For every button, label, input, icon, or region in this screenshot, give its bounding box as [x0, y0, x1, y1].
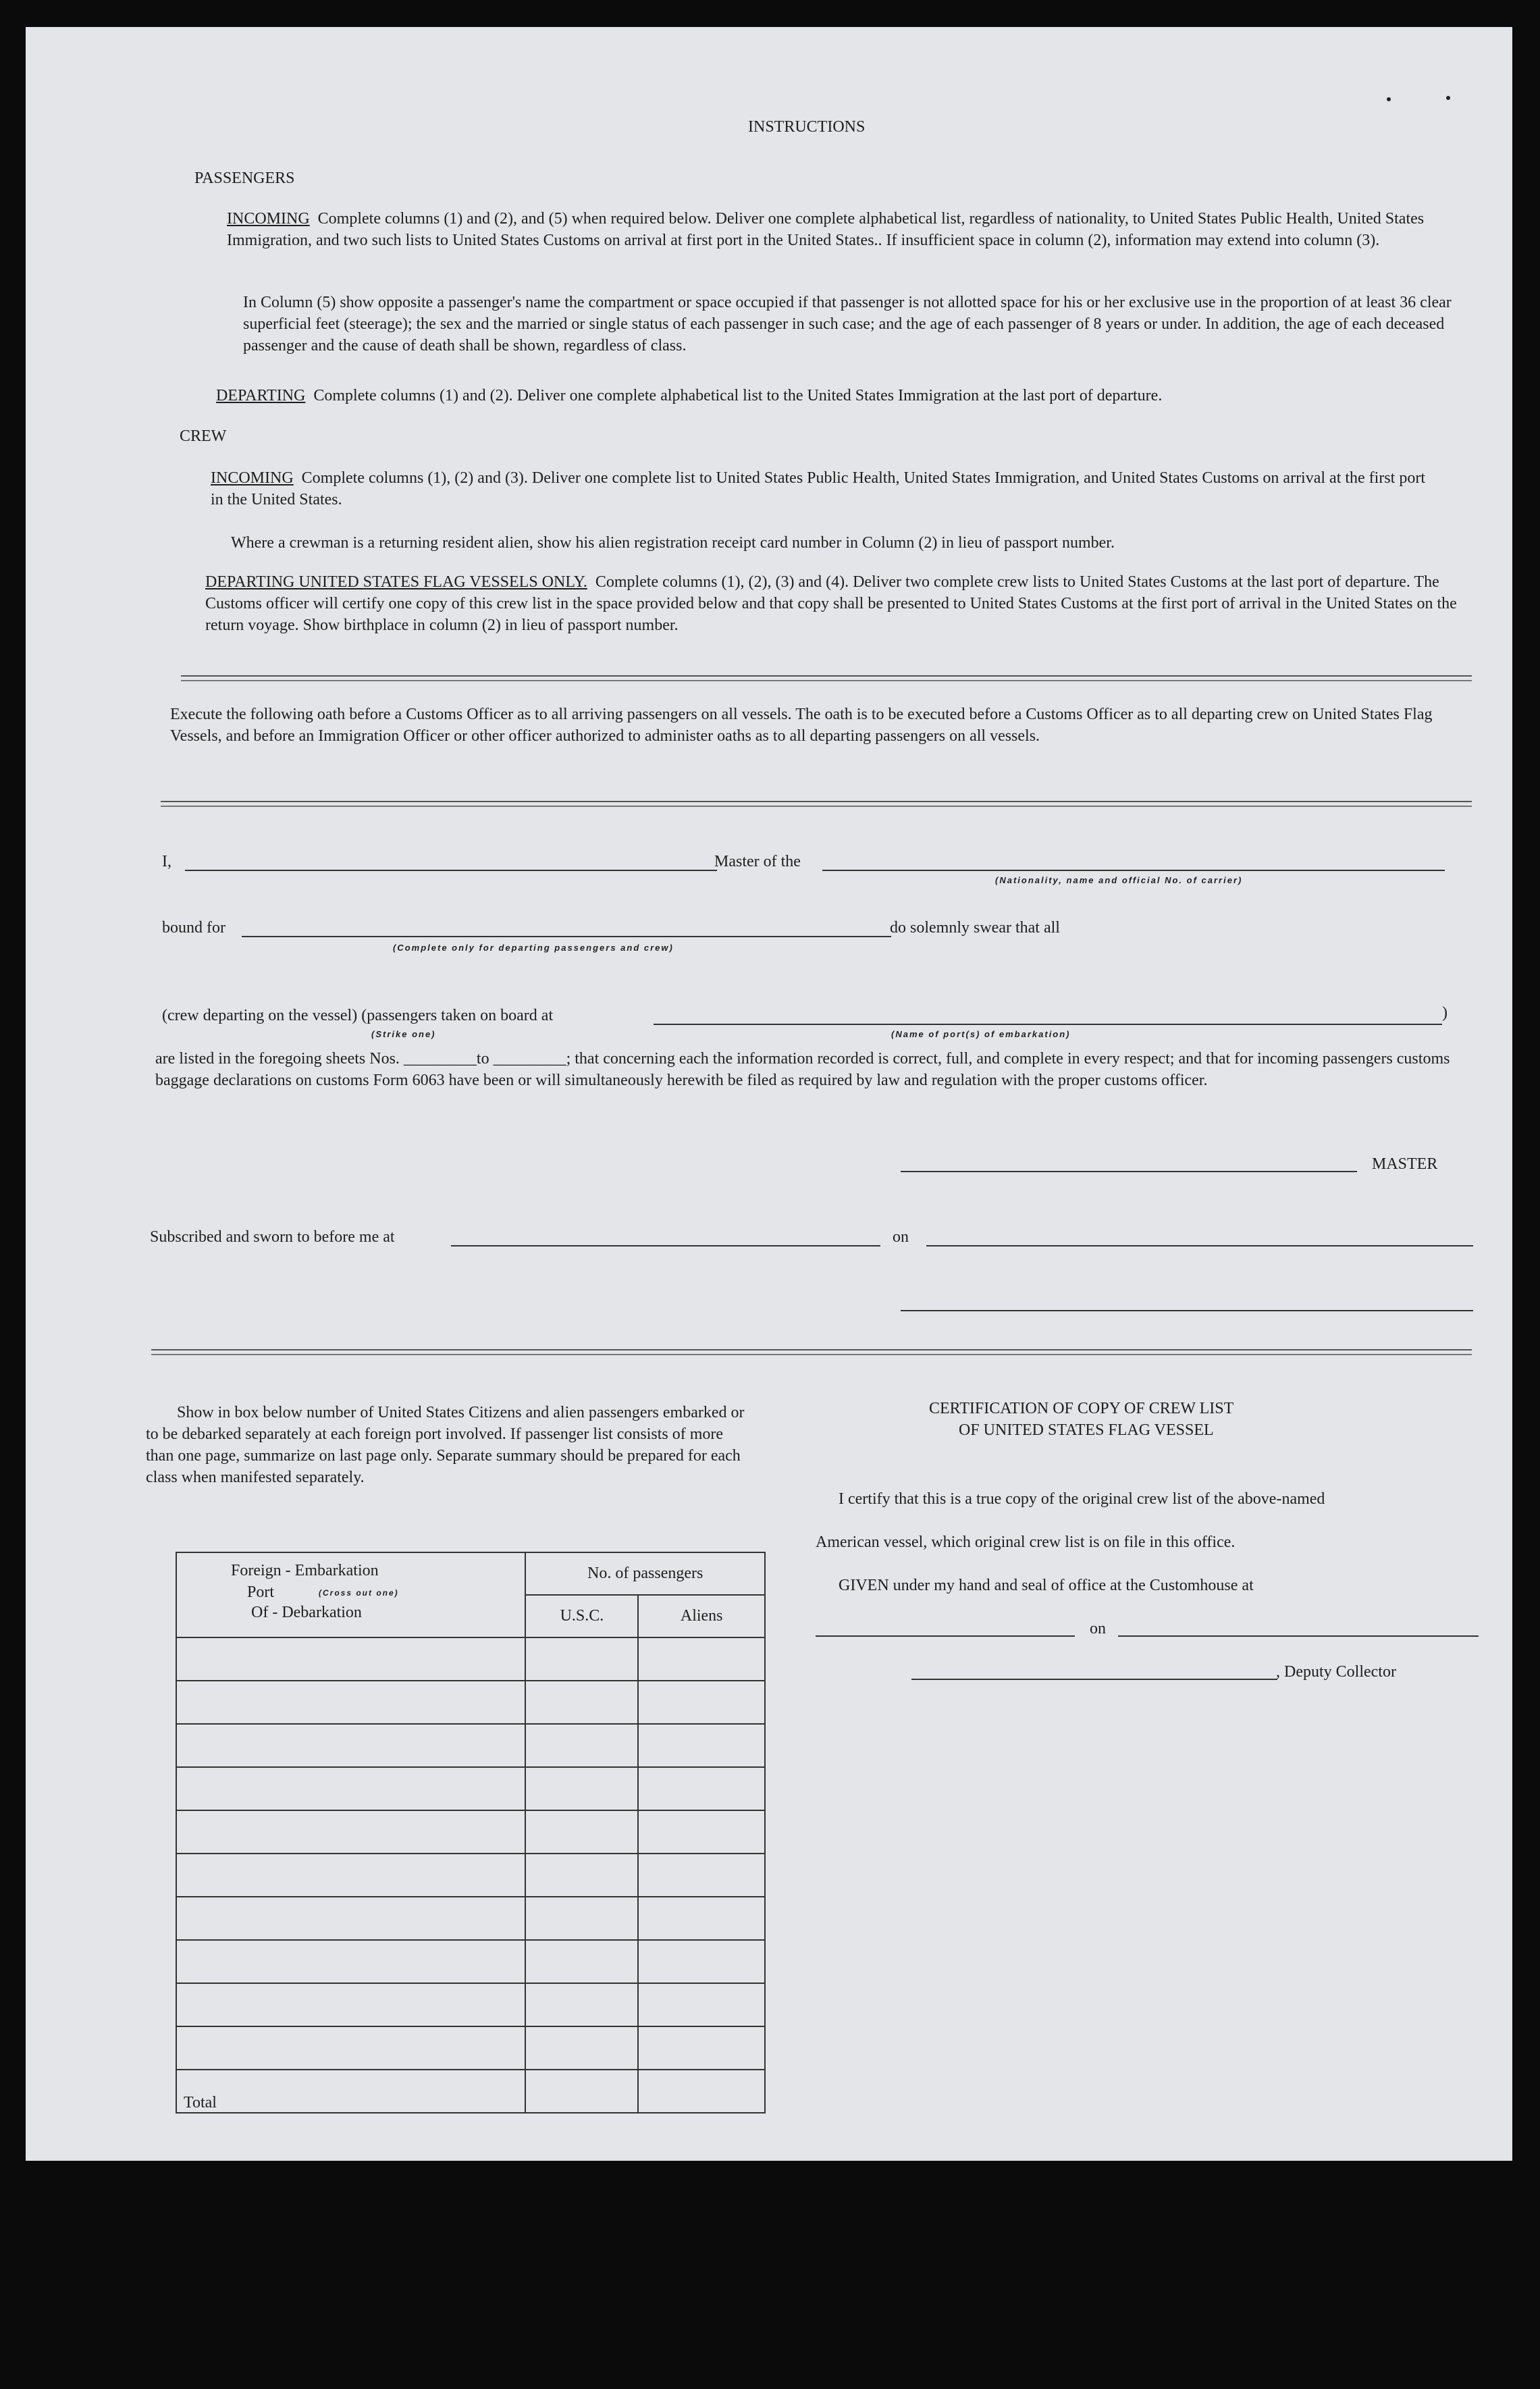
- close-paren: ): [1442, 1004, 1448, 1022]
- passengers-departing-text: Complete columns (1) and (2). Deliver one complete alphabetical list to the United States Immigration at the last port of departure.: [313, 387, 1163, 404]
- crew-departing-paragraph: [205, 571, 1462, 636]
- port-cell[interactable]: [176, 1724, 525, 1767]
- aliens-cell[interactable]: [638, 1983, 765, 2026]
- aliens-header: Aliens: [638, 1595, 765, 1637]
- port-header-line1: Foreign - Embarkation: [231, 1562, 379, 1579]
- oath-instruction: Execute the following oath before a Customs Officer as to all arriving passengers on all vessels. The oath is to be executed before a Customs Officer as to all departing crew on United States Flag Vessels, and before an Immigration Officer or other officer authorized to administer oaths as to all departing passengers on all vessels.: [170, 706, 1433, 745]
- passengers-departing-paragraph: [216, 385, 1499, 406]
- aliens-cell[interactable]: [638, 1940, 765, 1983]
- passengers-incoming-label: INCOMING: [227, 210, 310, 228]
- carrier-caption: (Nationality, name and official No. of carrier): [995, 875, 1243, 885]
- port-cell[interactable]: [176, 1810, 525, 1854]
- port-header-line2: Port: [247, 1583, 275, 1601]
- certify-line-1: I certify that this is a true copy of the original crew list of the above-named: [839, 1490, 1325, 1508]
- certify-line-2: American vessel, which original crew list is on file in this office.: [816, 1533, 1236, 1551]
- passengers-incoming-paragraph: [227, 208, 1503, 251]
- swear-label: do solemnly swear that all: [890, 919, 1060, 937]
- subscribed-on-label: on: [893, 1228, 909, 1246]
- summary-instruction: Show in box below number of United States Citizens and alien passengers embarked or to be debarked separately at each foreign port involved. If passenger list consists of more than one page, summarize on last page only. Separate summary should be prepared for each class when manifested separately.: [146, 1404, 745, 1486]
- port-caption: (Name of port(s) of embarkation): [891, 1029, 1071, 1039]
- crew-departing-label: DEPARTING UNITED STATES FLAG VESSELS ONLY.: [205, 573, 587, 591]
- port-header-cross: (Cross out one): [319, 1588, 399, 1598]
- oath-i-label: I,: [162, 853, 171, 870]
- crew-resident-paragraph: Where a crewman is a returning resident alien, show his alien registration receipt card number in Column (2) in lieu of passport number.: [231, 534, 1115, 552]
- total-label-cell: [176, 2070, 525, 2113]
- customhouse-field[interactable]: [816, 1635, 1075, 1637]
- passengers-incoming-text: Complete columns (1) and (2), and (5) when required below. Deliver one complete alphabetical list, regardless of nationality, to United States Public Health, United States Immigration, and two such lists to United States Customs on arrival at first port in the United States.. If insufficient space in column (2), information may extend into column (3).: [227, 210, 1425, 249]
- port-cell[interactable]: [176, 1940, 525, 1983]
- crew-heading: CREW: [180, 427, 227, 445]
- port-cell[interactable]: [176, 1983, 525, 2026]
- usc-cell[interactable]: [525, 1724, 638, 1767]
- cert-date-field[interactable]: [1118, 1635, 1479, 1637]
- crew-passengers-label: (crew departing on the vessel) (passengers taken on board at: [162, 1007, 554, 1024]
- crew-incoming-paragraph: [211, 467, 1426, 510]
- subscribed-date-field[interactable]: [926, 1245, 1473, 1246]
- usc-cell[interactable]: [525, 2026, 638, 2070]
- bound-for-label: bound for: [162, 919, 225, 937]
- port-cell[interactable]: [176, 1854, 525, 1897]
- passenger-summary-table: [176, 1552, 766, 2114]
- aliens-cell[interactable]: [638, 1767, 765, 1810]
- given-text: GIVEN under my hand and seal of office at the Customhouse at: [839, 1577, 1254, 1594]
- section-divider: [161, 801, 1472, 807]
- document-page: [26, 27, 1512, 2161]
- usc-cell[interactable]: [525, 1681, 638, 1724]
- crew-incoming-text: Complete columns (1), (2) and (3). Deliver one complete list to United States Public Health, United States Immigration, and United States Customs on arrival at the first port in the United States.: [211, 469, 1426, 508]
- port-cell[interactable]: [176, 1681, 525, 1724]
- usc-cell[interactable]: [525, 1897, 638, 1940]
- usc-cell[interactable]: [525, 1940, 638, 1983]
- subscribed-label: Subscribed and sworn to before me at: [150, 1228, 395, 1246]
- port-cell[interactable]: [176, 2026, 525, 2070]
- section-divider: [181, 675, 1472, 681]
- cert-on-label: on: [1090, 1620, 1106, 1637]
- master-label: MASTER: [1372, 1155, 1438, 1173]
- usc-total-cell[interactable]: [525, 2070, 638, 2113]
- aliens-cell[interactable]: [638, 1810, 765, 1854]
- port-column-header: [176, 1552, 525, 1637]
- port-cell[interactable]: [176, 1637, 525, 1681]
- passengers-heading: PASSENGERS: [194, 169, 295, 187]
- aliens-cell[interactable]: [638, 1897, 765, 1940]
- bound-for-field[interactable]: [242, 936, 891, 937]
- carrier-field[interactable]: [822, 870, 1445, 871]
- embarkation-port-field[interactable]: [654, 1024, 1442, 1025]
- officer-signature-field[interactable]: [901, 1310, 1473, 1311]
- passengers-departing-label: DEPARTING: [216, 387, 306, 404]
- total-label: Total: [184, 2094, 217, 2111]
- section-divider: [151, 1349, 1472, 1355]
- passengers-header: No. of passengers: [525, 1552, 765, 1595]
- usc-cell[interactable]: [525, 1637, 638, 1681]
- strike-caption: (Strike one): [371, 1029, 436, 1039]
- subscribed-place-field[interactable]: [451, 1245, 880, 1246]
- port-header-line3: Of - Debarkation: [251, 1604, 362, 1621]
- bound-caption: (Complete only for departing passengers and crew): [393, 943, 674, 953]
- passengers-column5-paragraph: In Column (5) show opposite a passenger's name the compartment or space occupied if that passenger is not allotted space for his or her exclusive use in the proportion of at least 36 clear superficial feet (steerage); the sex and the married or single status of each passenger in such case; and the age of each passenger of 8 years or under. In addition, the age of each deceased passenger and the cause of death shall be shown, regardless of class.: [243, 294, 1452, 355]
- aliens-total-cell[interactable]: [638, 2070, 765, 2113]
- deputy-collector-label: , Deputy Collector: [1276, 1663, 1396, 1681]
- crew-departing-text: Complete columns (1), (2), (3) and (4). Deliver two complete crew lists to United States Customs at the last port of departure. The Customs officer will certify one copy of this crew list in the space provided below and that copy shall be presented to United States Customs at the first port of arrival in the United States on the return voyage. Show birthplace in column (2) in lieu of passport number.: [205, 573, 1457, 634]
- certification-heading-1: CERTIFICATION OF COPY OF CREW LIST: [929, 1400, 1234, 1417]
- usc-header: U.S.C.: [525, 1595, 638, 1637]
- scan-speck: [1387, 97, 1391, 101]
- master-signature-field[interactable]: [901, 1171, 1357, 1172]
- crew-incoming-label: INCOMING: [211, 469, 294, 487]
- usc-cell[interactable]: [525, 1983, 638, 2026]
- aliens-cell[interactable]: [638, 1681, 765, 1724]
- usc-cell[interactable]: [525, 1810, 638, 1854]
- listed-text: are listed in the foregoing sheets Nos. _________to _________; that concerning each the information recorded is correct, full, and complete in every respect; and that for incoming passengers customs baggage declarations on customs Form 6063 have been or will simultaneously herewith be filed as required by law and regulation with the proper customs officer.: [155, 1050, 1450, 1089]
- certification-heading-2: OF UNITED STATES FLAG VESSEL: [959, 1421, 1214, 1439]
- usc-cell[interactable]: [525, 1767, 638, 1810]
- master-of-label: Master of the: [714, 853, 801, 870]
- aliens-cell[interactable]: [638, 1854, 765, 1897]
- scan-speck: [1446, 96, 1450, 100]
- aliens-cell[interactable]: [638, 1637, 765, 1681]
- port-cell[interactable]: [176, 1897, 525, 1940]
- page-title: INSTRUCTIONS: [748, 118, 866, 136]
- aliens-cell[interactable]: [638, 2026, 765, 2070]
- master-name-field[interactable]: [185, 870, 717, 871]
- usc-cell[interactable]: [525, 1854, 638, 1897]
- port-cell[interactable]: [176, 1767, 525, 1810]
- aliens-cell[interactable]: [638, 1724, 765, 1767]
- deputy-signature-field[interactable]: [911, 1679, 1277, 1680]
